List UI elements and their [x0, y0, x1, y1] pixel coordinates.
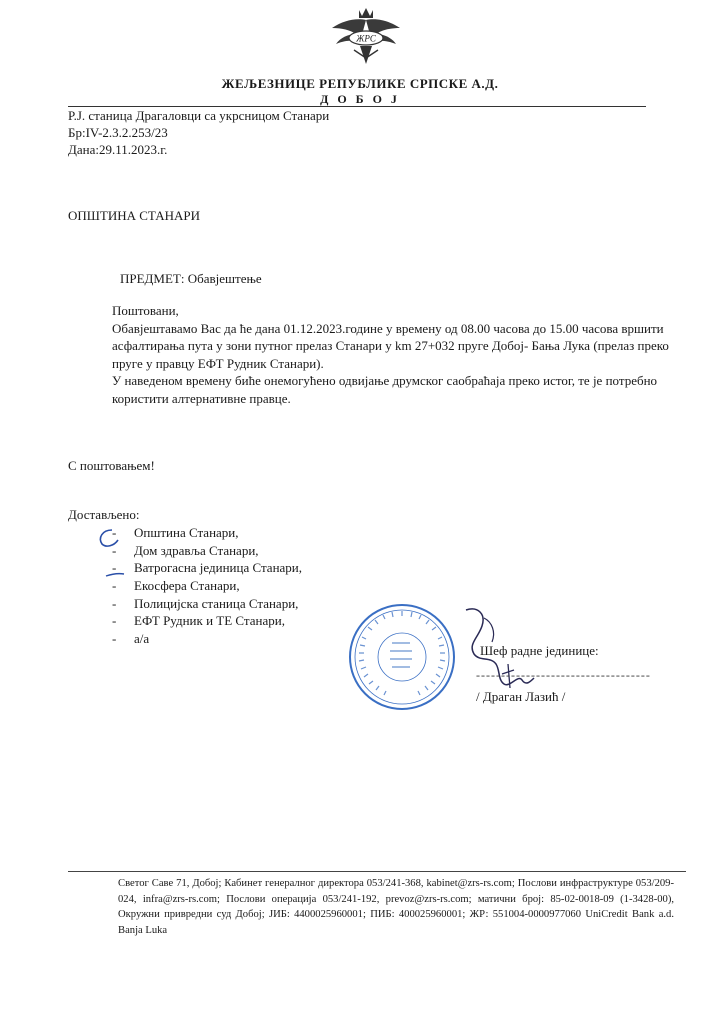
- list-item: - а/а: [112, 631, 150, 647]
- organizational-unit: Р.Ј. станица Драгаловци са укрсницом Станари: [68, 108, 330, 123]
- signatory-title: Шеф радне јединице:: [480, 643, 599, 658]
- subject-line: ПРЕДМЕТ: Обавјештење: [120, 271, 262, 286]
- logo-text: ЖРС: [356, 33, 376, 44]
- list-item: - ЕФТ Рудник и ТЕ Станари,: [112, 613, 285, 629]
- body-paragraph-1: Обавјештавамо Вас да ће дана 01.12.2023.године у времену од 08.00 часова до 15.00 часова вршити асфалтирања пута у зони путног прелаз Станари у km 27+032 пруге Добој- Бања Лука (прелаз преко пруге у правцу ЕФТ Рудник Станари).: [112, 320, 669, 371]
- reference-number: Бр:IV-2.3.2.253/23: [68, 125, 168, 140]
- list-item: - Ватрогасна јединица Станари,: [112, 560, 303, 576]
- list-item: - Општина Станари,: [112, 525, 239, 540]
- pen-check-mark: [92, 526, 132, 586]
- header-divider: [68, 106, 646, 107]
- letter-body: [112, 302, 698, 407]
- organization-name: ЖЕЉЕЗНИЦЕ РЕПУБЛИКЕ СРПСКЕ А.Д.: [221, 76, 499, 91]
- recipient: ОПШТИНА СТАНАРИ: [68, 208, 200, 223]
- footer-divider: [68, 871, 686, 872]
- organization-city: Д О Б О Ј: [320, 92, 400, 106]
- distribution-list: [112, 524, 302, 648]
- signature-line: -----------------------------------: [476, 668, 651, 682]
- official-stamp: [346, 601, 458, 713]
- closing: С поштовањем!: [68, 458, 155, 473]
- greeting: Поштовани,: [112, 303, 179, 318]
- list-item: - Полицијска станица Станари,: [112, 595, 299, 611]
- list-item: - Екосфера Станари,: [112, 578, 240, 594]
- signatory-name: / Драган Лазић /: [476, 689, 566, 704]
- footer-contact-info: Светог Саве 71, Добој; Кабинет генералног директора 053/241-368, kabinet@zrs-rs.com; Послови инфраструктуре 053/209-024, infra@zrs-rs.com; Послови операција 053/241-192, prevoz@zrs-rs.com; матични број: 85-02-0018-09 (1-3428-00), Окружни привредни суд Добој; ЈИБ: 4400025960001; ПИБ: 400025960001; ЖР: 551004-0000977060 UniCredit Bank a.d. Banja Luka: [118, 878, 674, 936]
- document-date: Дана:29.11.2023.г.: [68, 142, 168, 157]
- company-logo: [326, 6, 406, 68]
- distribution-title: Достављено:: [68, 507, 140, 522]
- body-paragraph-2: У наведеном времену биће онемогућено одвијање друмског саобраћаја преко истог, те је потребно користити алтернативне правце.: [112, 373, 658, 406]
- list-item: - Дом здравља Станари,: [112, 542, 259, 558]
